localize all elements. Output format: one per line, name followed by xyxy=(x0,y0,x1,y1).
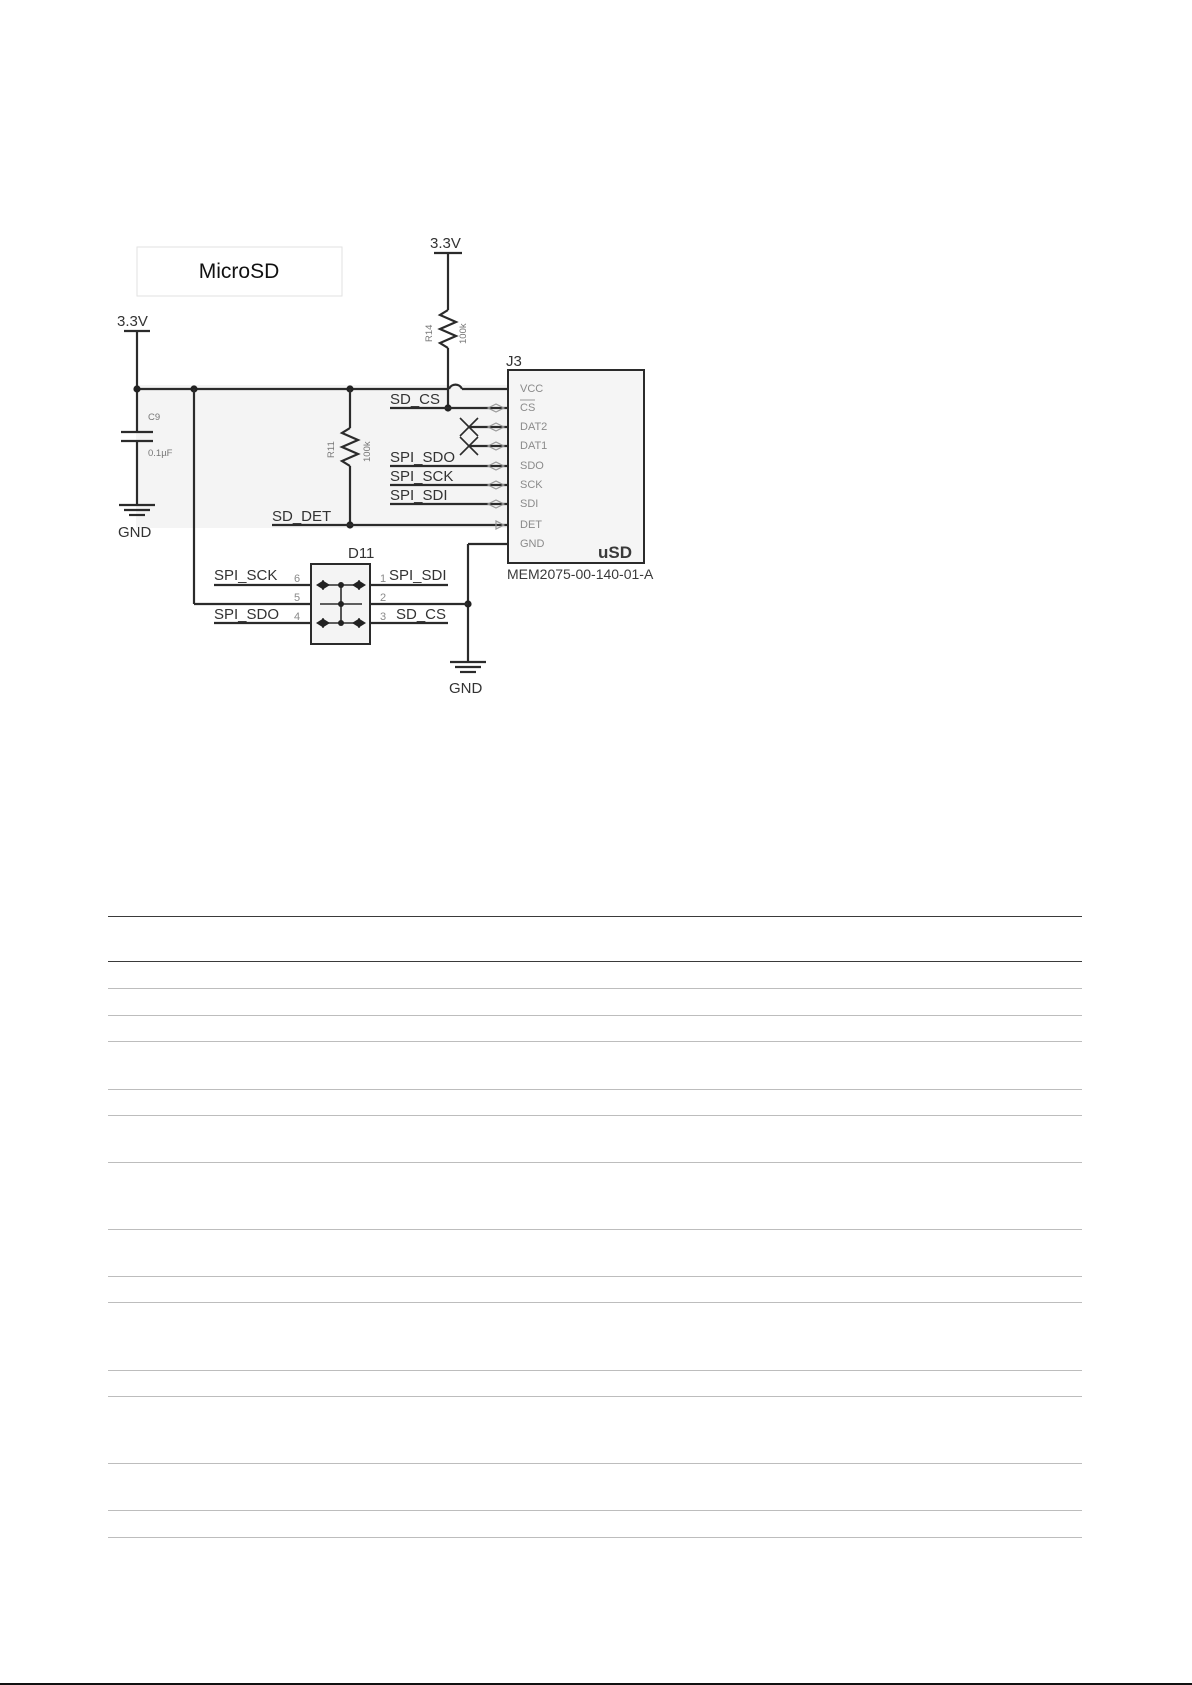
ground-symbol-bottom xyxy=(449,662,486,697)
svg-text:4: 4 xyxy=(294,611,301,623)
table-header-rule xyxy=(108,961,1082,962)
svg-text:3.3V: 3.3V xyxy=(117,313,148,330)
svg-text:SPI_SDI: SPI_SDI xyxy=(390,487,448,504)
svg-text:C9: C9 xyxy=(148,412,161,423)
svg-text:R14: R14 xyxy=(424,324,435,342)
svg-text:6: 6 xyxy=(294,573,301,585)
table-row xyxy=(108,1276,1082,1277)
svg-text:J3: J3 xyxy=(506,353,522,370)
svg-text:SDI: SDI xyxy=(520,498,539,510)
svg-text:GND: GND xyxy=(449,680,483,697)
table-row xyxy=(108,1302,1082,1303)
svg-text:0.1µF: 0.1µF xyxy=(148,448,173,459)
table-row xyxy=(108,1463,1082,1464)
svg-text:SD_CS: SD_CS xyxy=(390,391,441,408)
svg-text:2: 2 xyxy=(380,592,387,604)
table-row xyxy=(108,1370,1082,1371)
svg-text:GND: GND xyxy=(520,538,545,550)
svg-text:3: 3 xyxy=(380,611,387,623)
svg-text:DAT2: DAT2 xyxy=(520,421,548,433)
svg-text:SPI_SCK: SPI_SCK xyxy=(390,468,454,485)
svg-text:SPI_SDO: SPI_SDO xyxy=(214,606,280,623)
svg-text:DET: DET xyxy=(520,519,542,531)
svg-text:SPI_SDI: SPI_SDI xyxy=(389,567,447,584)
table-row xyxy=(108,988,1082,989)
svg-text:D11: D11 xyxy=(348,545,375,562)
svg-text:SDO: SDO xyxy=(520,460,544,472)
svg-text:CS: CS xyxy=(520,402,536,414)
svg-text:100k: 100k xyxy=(458,323,469,344)
microsd-schematic xyxy=(0,0,1192,720)
schematic-title: MicroSD xyxy=(198,260,280,283)
table-row xyxy=(108,1537,1082,1538)
svg-text:100k: 100k xyxy=(362,441,373,462)
table-row xyxy=(108,1162,1082,1163)
svg-text:SD_DET: SD_DET xyxy=(272,508,332,525)
table-row xyxy=(108,1015,1082,1016)
table-row xyxy=(108,1089,1082,1090)
table-top-rule xyxy=(108,916,1082,917)
connector-name: uSD xyxy=(598,543,632,562)
svg-text:GND: GND xyxy=(118,524,152,541)
table-row xyxy=(108,1229,1082,1230)
svg-text:DAT1: DAT1 xyxy=(520,440,548,452)
esd-diode-d11 xyxy=(294,545,386,644)
table-row xyxy=(108,1115,1082,1116)
svg-text:SCK: SCK xyxy=(520,479,543,491)
svg-text:R11: R11 xyxy=(326,441,337,458)
table-row xyxy=(108,1041,1082,1042)
svg-text:1: 1 xyxy=(380,573,387,585)
table-row xyxy=(108,1396,1082,1397)
power-symbol-left xyxy=(117,313,150,389)
resistor-r14 xyxy=(424,253,469,408)
schematic-title-block xyxy=(137,247,342,296)
svg-text:SD_CS: SD_CS xyxy=(396,606,447,623)
svg-text:3.3V: 3.3V xyxy=(430,235,461,252)
svg-text:5: 5 xyxy=(294,592,301,604)
svg-text:VCC: VCC xyxy=(520,383,544,395)
junction-dot xyxy=(133,385,140,392)
connector-part-number: MEM2075-00-140-01-A xyxy=(507,566,654,582)
svg-text:SPI_SDO: SPI_SDO xyxy=(390,449,456,466)
connector-j3 xyxy=(506,353,654,582)
table-row xyxy=(108,1510,1082,1511)
power-symbol-top xyxy=(430,235,462,253)
svg-text:SPI_SCK: SPI_SCK xyxy=(214,567,278,584)
